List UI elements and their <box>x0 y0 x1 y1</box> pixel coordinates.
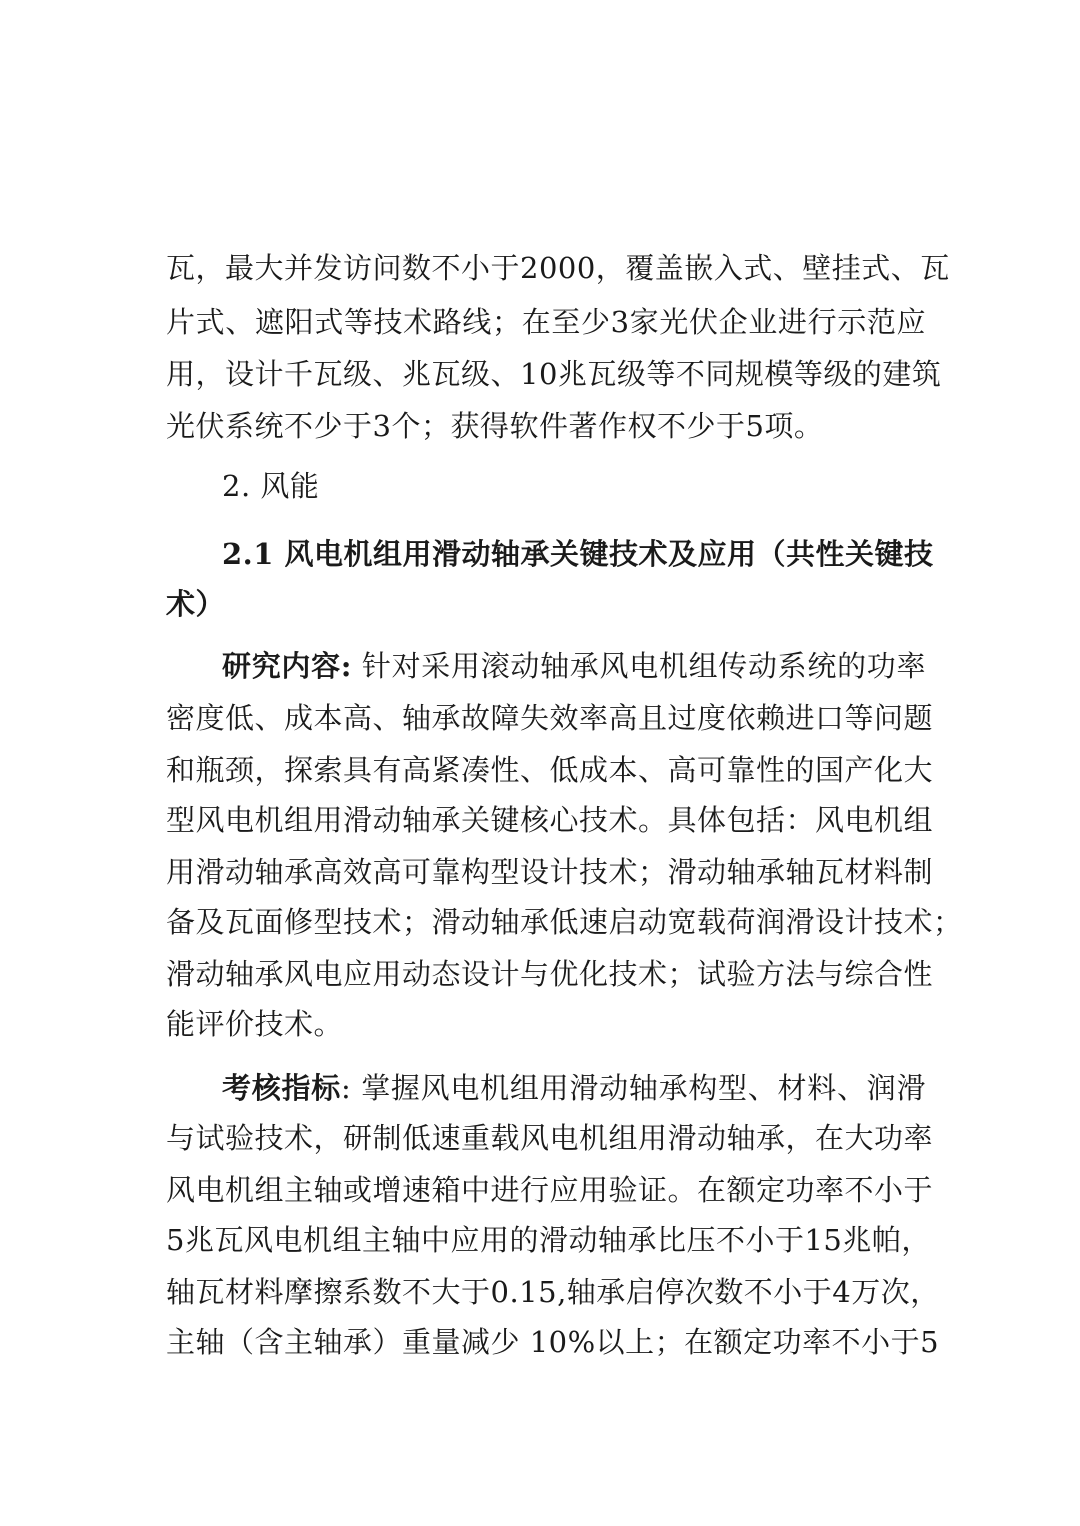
body-text-line: 轴瓦材料摩擦系数不大于0.15,轴承启停次数不小于4万次， <box>166 1275 940 1309</box>
body-text-line: 滑动轴承风电应用动态设计与优化技术；试验方法与综合性 <box>166 957 934 991</box>
body-text-line: 光伏系统不少于3个；获得软件著作权不少于5项。 <box>166 409 824 443</box>
body-text-line: 型风电机组用滑动轴承关键核心技术。具体包括：风电机组 <box>166 803 934 837</box>
section-heading-text: 2. 风能 <box>222 469 320 503</box>
body-text-line: 主轴（含主轴承）重量减少 10%以上；在额定功率不小于5 <box>166 1325 940 1359</box>
body-text-line: 瓦，最大并发访问数不小于2000，覆盖嵌入式、壁挂式、瓦 <box>166 251 950 285</box>
body-text-line: 备及瓦面修型技术；滑动轴承低速启动宽载荷润滑设计技术； <box>166 905 963 939</box>
body-text-line: 风电机组主轴或增速箱中进行应用验证。在额定功率不小于 <box>166 1173 934 1207</box>
assessment-first-line <box>222 1068 926 1108</box>
body-text-line: 片式、遮阳式等技术路线；在至少3家光伏企业进行示范应 <box>166 305 926 339</box>
assessment-lead: 考核指标 <box>222 1071 341 1105</box>
body-text-line: 5兆瓦风电机组主轴中应用的滑动轴承比压不小于15兆帕， <box>166 1223 931 1257</box>
body-text-line: 用滑动轴承高效高可靠构型设计技术；滑动轴承轴瓦材料制 <box>166 855 934 889</box>
research-lead: 研究内容: <box>222 649 352 683</box>
section-heading <box>222 466 319 506</box>
research-first-line <box>222 646 926 686</box>
body-text-line: 和瓶颈，探索具有高紧凑性、低成本、高可靠性的国产化大 <box>166 753 934 787</box>
subsection-heading-line: 术） <box>166 587 226 621</box>
subsection-heading-line: 2.1 风电机组用滑动轴承关键技术及应用（共性关键技 <box>222 537 934 571</box>
body-text-line: 能评价技术。 <box>166 1007 344 1041</box>
body-text-line: 与试验技术，研制低速重载风电机组用滑动轴承，在大功率 <box>166 1121 934 1155</box>
research-first-rest: 针对采用滚动轴承风电机组传动系统的功率 <box>352 649 926 683</box>
body-text-line: 用，设计千瓦级、兆瓦级、10兆瓦级等不同规模等级的建筑 <box>166 357 942 391</box>
assessment-first-rest: : 掌握风电机组用滑动轴承构型、材料、润滑 <box>340 1071 926 1105</box>
body-text-line: 密度低、成本高、轴承故障失效率高且过度依赖进口等问题 <box>166 701 934 735</box>
